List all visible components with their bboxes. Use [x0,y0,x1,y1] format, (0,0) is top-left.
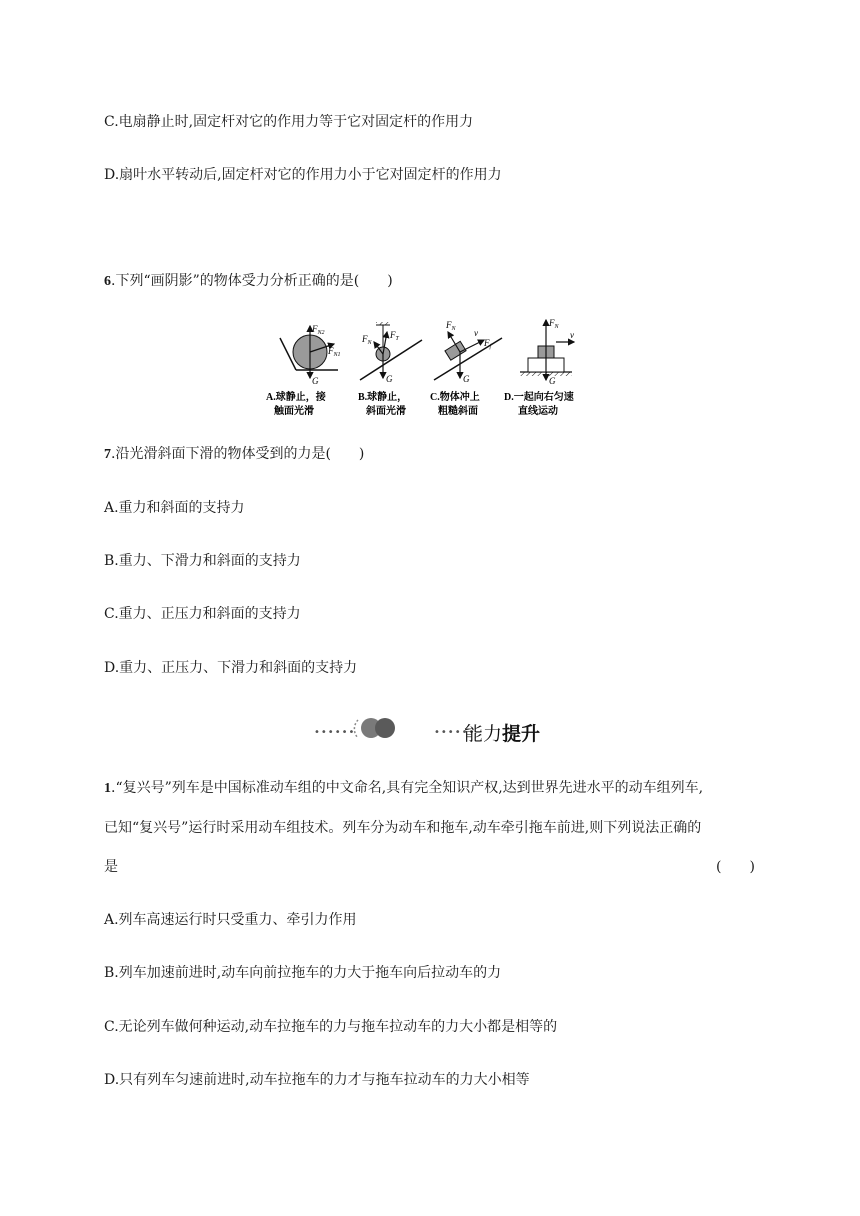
q6-stem [104,271,393,292]
svg-text:FN: $F_N$ [446,320,456,332]
svg-text:v: v [570,330,574,340]
section-dots-left: •••••• [314,727,356,738]
svg-text:v: v [474,328,478,338]
svg-text:FT: $F_T$ [390,330,399,342]
q7-option-d: D.重力、正压力、下滑力和斜面的支持力 [104,660,358,676]
svg-text:斜面光滑: 斜面光滑 [366,406,406,417]
q7-option-c: C.重力、正压力和斜面的支持力 [104,606,301,622]
q6-stem-text: .下列“画阴影”的物体受力分析正确的是( ) [111,273,393,289]
svg-text:A.球静止，接: A.球静止，接 [266,392,326,403]
q5-option-d: D.扇叶水平转动后,固定杆对它的作用力小于它对固定杆的作用力 [104,167,502,183]
section-title-normal: 能力 [464,723,503,745]
p1-number: 1 [104,781,111,796]
p1-option-d: D.只有列车匀速前进时,动车拉拖车的力才与拖车拉动车的力大小相等 [104,1072,530,1088]
q7-option-b: B.重力、下滑力和斜面的支持力 [104,553,301,569]
p1-stem-line1-text: .“复兴号”列车是中国标准动车组的中文命名,具有完全知识产权,达到世界先进水平的动车组列车, [111,780,704,796]
diagram-a [266,324,341,417]
svg-text:粗糙斜面: 粗糙斜面 [438,406,478,417]
p1-option-b: B.列车加速前进时,动车向前拉拖车的力大于拖车向后拉动车的力 [104,965,502,981]
svg-text:直线运动: 直线运动 [518,406,558,417]
q6-force-diagrams [262,312,602,424]
svg-text:FN2: $F_{N2}$ [312,324,325,336]
p1-stem-line3: 是 [104,859,118,875]
svg-text:FN1: $F_{N1}$ [328,346,341,358]
svg-text:G: G [312,376,319,386]
diagram-c [430,320,502,417]
svg-text:G: G [463,374,470,384]
q7-stem-text: .沿光滑斜面下滑的物体受到的力是( ) [111,446,365,462]
section-dots-right: •••••• [434,727,476,738]
diagram-d [504,318,574,417]
p1-answer-paren: ( ) [716,859,755,875]
p1-stem-line2: 已知“复兴号”运行时采用动车组技术。列车分为动车和拖车,动车牵引拖车前进,则下列说法正确的 [104,820,702,836]
svg-text:G: G [549,376,556,386]
svg-text:B.球静止，: B.球静止， [358,392,408,403]
section-title [464,719,540,746]
p1-option-a: A.列车高速运行时只受重力、牵引力作用 [104,912,357,928]
svg-text:FN: $F_N$ [549,318,559,330]
q7-option-a: A.重力和斜面的支持力 [104,500,245,516]
section-title-bold: 提升 [502,723,541,745]
p1-option-c: C.无论列车做何种运动,动车拉拖车的力与拖车拉动车的力大小都是相等的 [104,1019,558,1035]
q5-option-c: C.电扇静止时,固定杆对它的作用力等于它对固定杆的作用力 [104,114,474,130]
q7-stem [104,444,364,465]
diagram-b [358,322,422,417]
svg-text:D.一起向右匀速: D.一起向右匀速 [504,392,574,403]
svg-text:触面光滑: 触面光滑 [274,406,314,417]
section-decoration-icon [348,712,400,744]
p1-stem-line1 [104,778,703,799]
svg-text:C.物体冲上: C.物体冲上 [430,392,480,403]
svg-text:G: G [386,374,393,384]
q7-number: 7 [104,447,111,462]
svg-text:FN: $F_N$ [362,334,372,346]
svg-text:Ff: $F_f$ [484,338,492,350]
q6-number: 6 [104,274,111,289]
